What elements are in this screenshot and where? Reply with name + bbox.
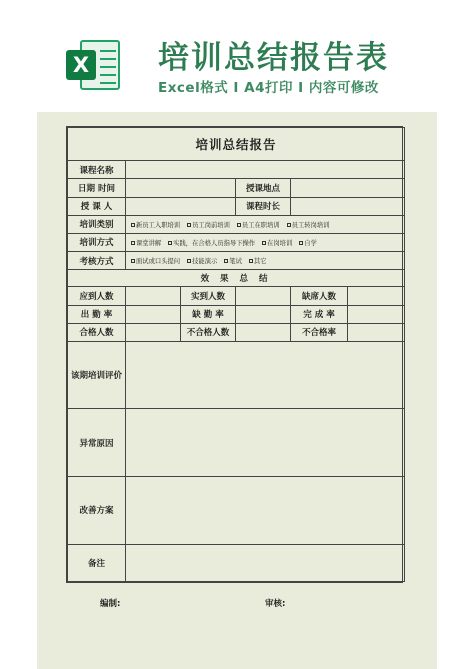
assessment-option[interactable]: 面试或口头提问 [131,256,180,265]
results-value-field[interactable] [236,287,291,305]
category-option[interactable]: 员工岗前培训 [187,220,230,229]
course-name-label: 课程名称 [68,161,126,179]
method-option[interactable]: 在岗培训 [262,238,292,247]
results-label: 应到人数 [68,287,126,305]
checkbox-icon [131,223,135,227]
assessment-options [126,252,405,270]
training-summary-form [66,126,403,583]
evaluation-label: 该期培训评价 [68,341,126,409]
assessment-option[interactable]: 技能演示 [187,256,217,265]
results-label: 合格人数 [68,323,126,341]
category-option[interactable]: 员工在职培训 [237,220,280,229]
checkbox-icon [299,241,303,245]
category-option[interactable]: 新员工入职培训 [131,220,180,229]
course-name-field[interactable] [126,161,405,179]
method-option[interactable]: 课堂讲解 [131,238,161,247]
evaluation-field[interactable] [126,341,405,409]
lecturer-label: 授 课 人 [68,197,126,215]
duration-label: 课程时长 [236,197,291,215]
abnormal-cause-label: 异常原因 [68,409,126,477]
assessment-label: 考核方式 [68,252,126,270]
results-value-field[interactable] [348,287,405,305]
results-value-field[interactable] [348,323,405,341]
category-label: 培训类别 [68,215,126,233]
results-label: 不合格率 [291,323,348,341]
results-label: 完 成 率 [291,305,348,323]
date-time-field[interactable] [126,179,236,197]
excel-icon [66,36,122,94]
improvement-plan-label: 改善方案 [68,477,126,545]
results-heading: 效 果 总 结 [68,270,405,287]
results-label: 缺 勤 率 [181,305,236,323]
checkbox-icon [131,241,135,245]
banner-title: 培训总结报告表 [158,40,389,76]
lecturer-field[interactable] [126,197,236,215]
date-time-label: 日期 时间 [68,179,126,197]
results-value-field[interactable] [236,323,291,341]
method-option[interactable]: 实践，在合格人员指导下操作 [168,238,255,247]
category-option[interactable]: 员工转岗培训 [287,220,330,229]
checkbox-icon [224,259,228,263]
results-label: 实到人数 [181,287,236,305]
reviewed-by-label: 审核: [265,599,286,609]
results-value-field[interactable] [236,305,291,323]
abnormal-cause-field[interactable] [126,409,405,477]
location-field[interactable] [291,179,405,197]
form-title: 培训总结报告 [68,128,405,161]
assessment-option[interactable]: 其它 [249,256,267,265]
results-label: 不合格人数 [181,323,236,341]
remarks-label: 备注 [68,544,126,581]
method-label: 培训方式 [68,233,126,251]
duration-field[interactable] [291,197,405,215]
prepared-by-label: 编制: [100,599,121,609]
results-label: 出 勤 率 [68,305,126,323]
checkbox-icon [262,241,266,245]
checkbox-icon [131,259,135,263]
results-value-field[interactable] [126,323,181,341]
banner-subtitle: Excel格式 I A4打印 I 内容可修改 [158,80,379,96]
checkbox-icon [287,223,291,227]
location-label: 授课地点 [236,179,291,197]
checkbox-icon [249,259,253,263]
method-option[interactable]: 自学 [299,238,317,247]
remarks-field[interactable] [126,544,405,581]
assessment-option[interactable]: 笔试 [224,256,242,265]
improvement-plan-field[interactable] [126,477,405,545]
category-options [126,215,405,233]
results-value-field[interactable] [126,305,181,323]
results-value-field[interactable] [348,305,405,323]
checkbox-icon [237,223,241,227]
excel-x-badge: X [66,50,96,80]
checkbox-icon [187,223,191,227]
results-label: 缺席人数 [291,287,348,305]
results-value-field[interactable] [126,287,181,305]
checkbox-icon [168,241,172,245]
method-options [126,233,405,251]
checkbox-icon [187,259,191,263]
